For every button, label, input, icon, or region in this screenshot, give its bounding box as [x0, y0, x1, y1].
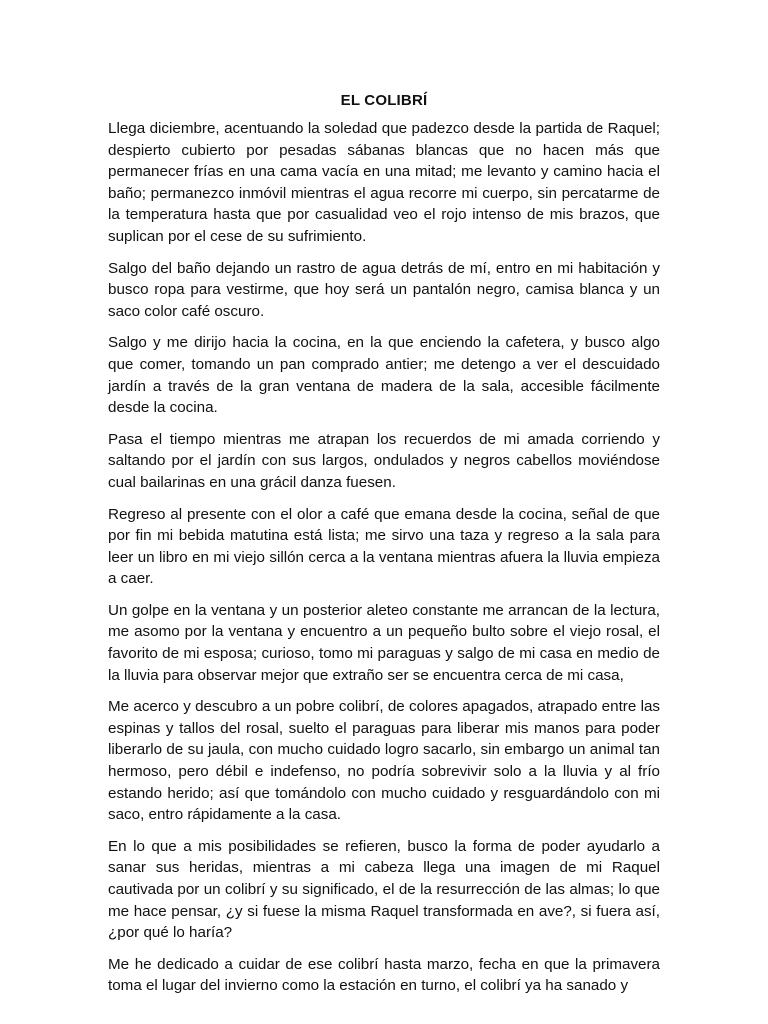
paragraph-7: Me acerco y descubro a un pobre colibrí, de colores apagados, atrapado entre las espinas y tallos del rosal, suelto el paraguas para liberar mis manos para poder liberarlo de su jaula, con mucho cuidado logro sacarlo, sin embargo un animal tan hermoso, pero débil e indefenso, no podría sobrevivir solo a la lluvia y al frío estando herido; así que tomándolo con mucho cuidado y resguardándolo con mi saco, entro rápidamente a la casa.: [108, 698, 660, 824]
paragraph-5: Regreso al presente con el olor a café que emana desde la cocina, señal de que por fin mi bebida matutina está lista; me sirvo una taza y regreso a la sala para leer un libro en mi viejo sillón cerca a la ventana mientras afuera la lluvia empieza a caer.: [108, 505, 660, 588]
paragraph-1: Llega diciembre, acentuando la soledad que padezco desde la partida de Raquel; despierto cubierto por pesadas sábanas blancas que no hacen más que permanecer frías en una cama vacía en una mitad; me levanto y camino hacia el baño; permanezco inmóvil mientras el agua recorre mi cuerpo, sin percatarme de la temperatura hasta que por casualidad veo el rojo intenso de mis brazos, que suplican por el cese de su sufrimiento.: [108, 120, 660, 245]
paragraph-2: Salgo del baño dejando un rastro de agua detrás de mí, entro en mi habitación y busco ropa para vestirme, que hoy será un pantalón negro, camisa blanca y un saco color café oscuro.: [108, 259, 660, 320]
paragraph-4: Pasa el tiempo mientras me atrapan los recuerdos de mi amada corriendo y saltando por el jardín con sus largos, ondulados y negros cabellos moviéndose cual bailarinas en una grácil danza fuesen.: [108, 430, 660, 491]
paragraph-9: Me he dedicado a cuidar de ese colibrí hasta marzo, fecha en que la primavera toma el lugar del invierno como la estación en turno, el colibrí ya ha sanado y: [108, 955, 660, 995]
paragraph-3: Salgo y me dirijo hacia la cocina, en la que enciendo la cafetera, y busco algo que comer, tomando un pan comprado antier; me detengo a ver el descuidado jardín a través de la gran ventana de madera de la sala, accesible fácilmente desde la cocina.: [108, 334, 660, 417]
document-body: [108, 90, 660, 1007]
paragraph-8: En lo que a mis posibilidades se refieren, busco la forma de poder ayudarlo a sanar sus heridas, mientras a mi cabeza llega una imagen de mi Raquel cautivada por un colibrí y su significado, el de la resurrección de las almas; lo que me hace pensar, ¿y si fuese la misma Raquel transformada en ave?, si fuera así, ¿por qué lo haría?: [108, 837, 660, 942]
document-title: EL COLIBRÍ: [340, 92, 428, 109]
paragraph-6: Un golpe en la ventana y un posterior aleteo constante me arrancan de la lectura, me asomo por la ventana y encuentro a un pequeño bulto sobre el viejo rosal, el favorito de mi esposa; curioso, tomo mi paraguas y salgo de mi casa en medio de la lluvia para observar mejor que extraño ser se encuentra cerca de mi casa,: [108, 601, 660, 684]
